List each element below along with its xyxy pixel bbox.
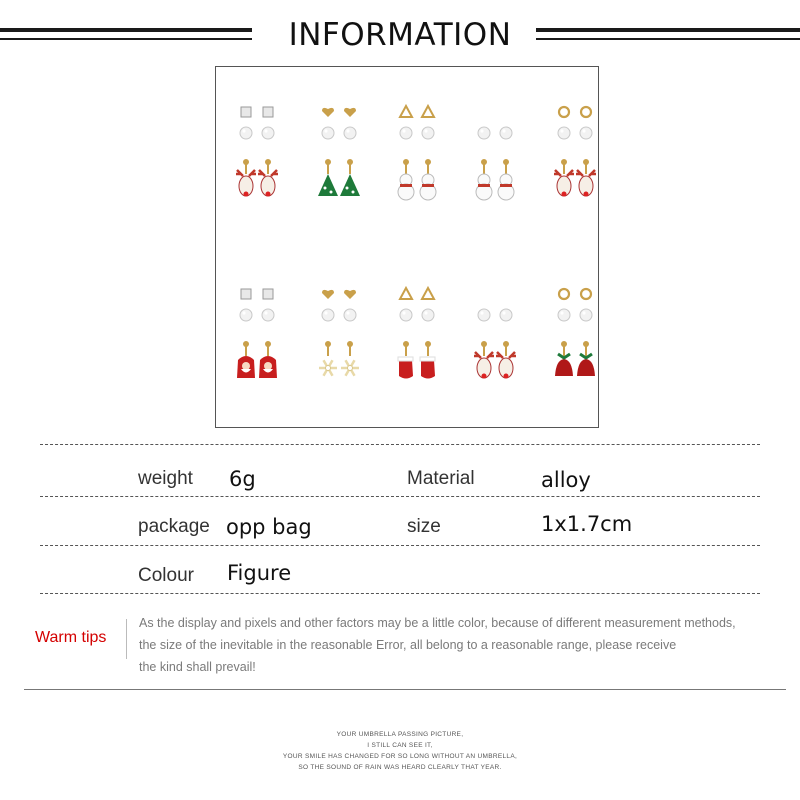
divider-dashed (40, 444, 760, 445)
product-photo (215, 66, 599, 428)
size-value: 1x1.7cm (541, 512, 633, 536)
tips-text-line: As the display and pixels and other factors may be a little color, because of different measurement methods, (139, 616, 736, 630)
colour-value: Figure (227, 561, 292, 585)
divider-solid (24, 689, 786, 690)
material-label: Material (407, 468, 475, 489)
divider-dashed (40, 545, 760, 546)
weight-label: weight (138, 468, 193, 489)
earring-pair-reindeer-icon (236, 107, 278, 197)
earring-pair-mitten-icon (398, 288, 435, 379)
size-label: size (407, 516, 441, 537)
footer-poem-line: YOUR SMILE HAS CHANGED FOR SO LONG WITHOUT AN UMBRELLA, (282, 753, 518, 760)
earring-set-illustration (216, 67, 600, 429)
warm-tips-title: Warm tips (35, 629, 107, 646)
weight-value: 6g (229, 467, 256, 491)
earring-pair-bell-icon (555, 289, 595, 376)
tips-separator (126, 619, 127, 659)
tips-text-line: the kind shall prevail! (139, 660, 256, 674)
earring-pair-christmas-tree-icon (318, 108, 360, 196)
material-value: alloy (541, 468, 591, 492)
tips-text-line: the size of the inevitable in the reasonable Error, all belong to a reasonable range, please receive (139, 638, 677, 652)
earring-pair-snowman-icon (476, 106, 514, 200)
earring-pair-snowman-icon (398, 106, 436, 200)
page-title: INFORMATION (288, 17, 512, 53)
package-value: opp bag (226, 515, 312, 539)
footer-poem-line: SO THE SOUND OF RAIN WAS HEARD CLEARLY THAT YEAR. (298, 764, 502, 771)
package-label: package (138, 516, 210, 537)
footer-poem-line: I STILL CAN SEE IT, (367, 742, 433, 749)
divider-dashed (40, 496, 760, 497)
earring-pair-reindeer-icon (474, 288, 516, 379)
earring-pair-reindeer-icon (554, 107, 596, 197)
divider-dashed (40, 593, 760, 594)
colour-label: Colour (138, 565, 194, 586)
earring-pair-santa-icon (237, 289, 277, 378)
earring-pair-snowflake-icon (319, 290, 359, 376)
footer-poem-line: YOUR UMBRELLA PASSING PICTURE, (336, 731, 464, 738)
